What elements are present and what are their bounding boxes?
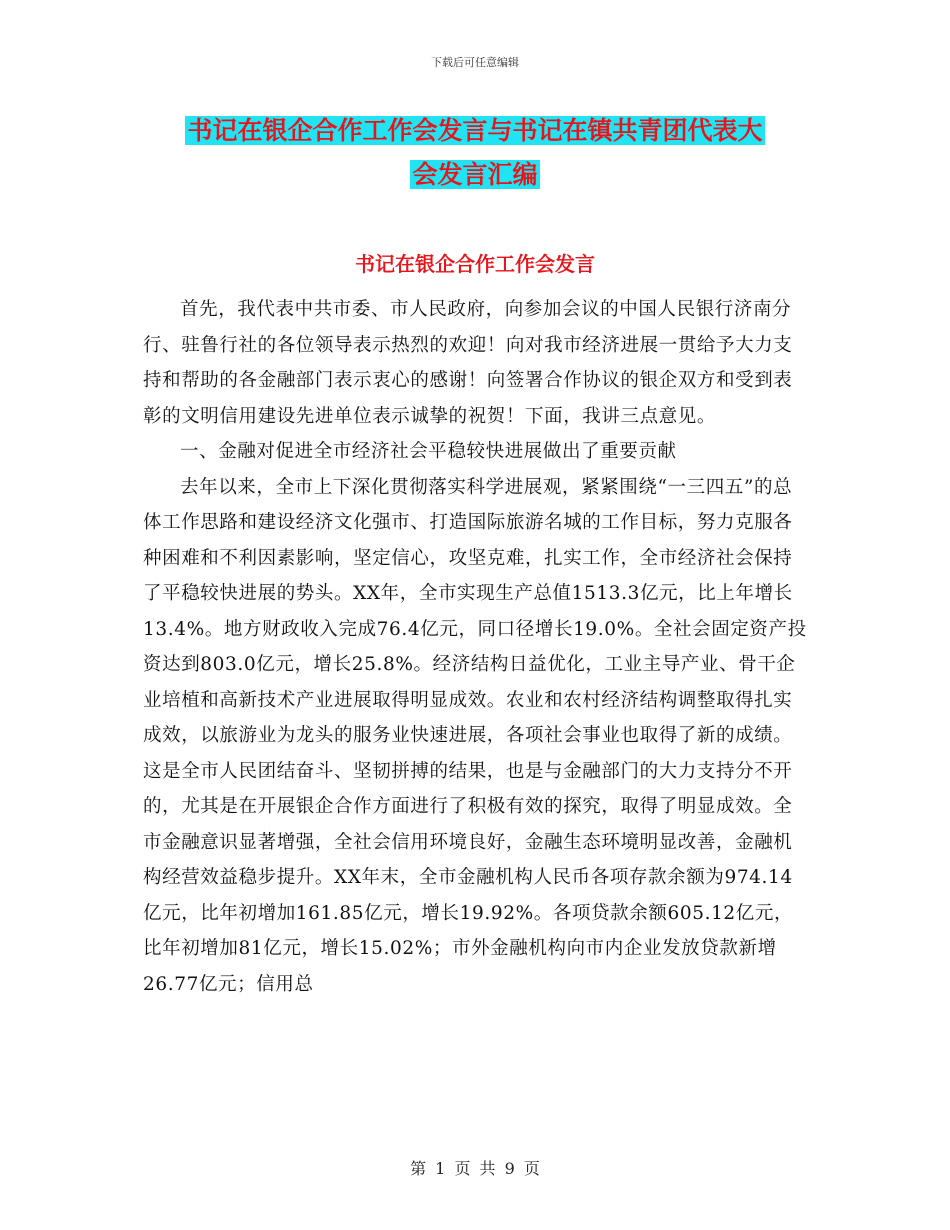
document-title-line-2-text: 会发言汇编 — [412, 160, 538, 189]
page-number: 第 1 页 共 9 页 — [410, 1159, 540, 1178]
paragraph: 首先，我代表中共市委、市人民政府，向参加会议的中国人民银行济南分行、驻鲁行社的各位领导表示热烈的欢迎！向对我市经济进展一贯给予大力支持和帮助的各金融部门表示衷心的感谢！向签署合作协议的银企双方和受到表彰的文明信用建设先进单位表示诚挚的祝贺！下面，我讲三点意见。 — [143, 299, 793, 427]
document-title-line-2 — [0, 156, 950, 194]
header-note: 下载后可任意编辑 — [431, 56, 519, 69]
body-text — [143, 292, 811, 1002]
section-title: 书记在银企合作工作会发言 — [355, 252, 595, 276]
document-title-line-1 — [0, 112, 950, 150]
paragraph: 去年以来，全市上下深化贯彻落实科学进展观，紧紧围绕“一三四五”的总体工作思路和建设经济文化强市、打造国际旅游名城的工作目标，努力克服各种困难和不利因素影响，坚定信心，攻坚克难，扎实工作，全市经济社会保持了平稳较快进展的势头。XX年，全市实现生产总值1513.3亿元，比上年增长13.4%。地方财政收入完成76.4亿元，同口径增长19.0%。全社会固定资产投资达到803.0亿元，增长25.8%。经济结构日益优化，工业主导产业、骨干企业培植和高新技术产业进展取得明显成效。农业和农村经济结构调整取得扎实成效，以旅游业为龙头的服务业快速进展，各项社会事业也取得了新的成绩。这是全市人民团结奋斗、坚韧拼搏的结果，也是与金融部门的大力支持分不开的，尤其是在开展银企合作方面进行了积极有效的探究，取得了明显成效。全市金融意识显著增强，全社会信用环境良好，金融生态环境明显改善，金融机构经营效益稳步提升。XX年末，全市金融机构人民币各项存款余额为974.14亿元，比年初增加161.85亿元，增长19.92%。各项贷款余额605.12亿元，比年初增加81亿元，增长15.02%；市外金融机构向市内企业发放贷款新增26.77亿元；信用总 — [143, 476, 807, 995]
document-title-line-1-text: 书记在银企合作工作会发言与书记在镇共青团代表大 — [187, 116, 763, 145]
paragraph-heading: 一、金融对促进全市经济社会平稳较快进展做出了重要贡献 — [180, 441, 677, 462]
